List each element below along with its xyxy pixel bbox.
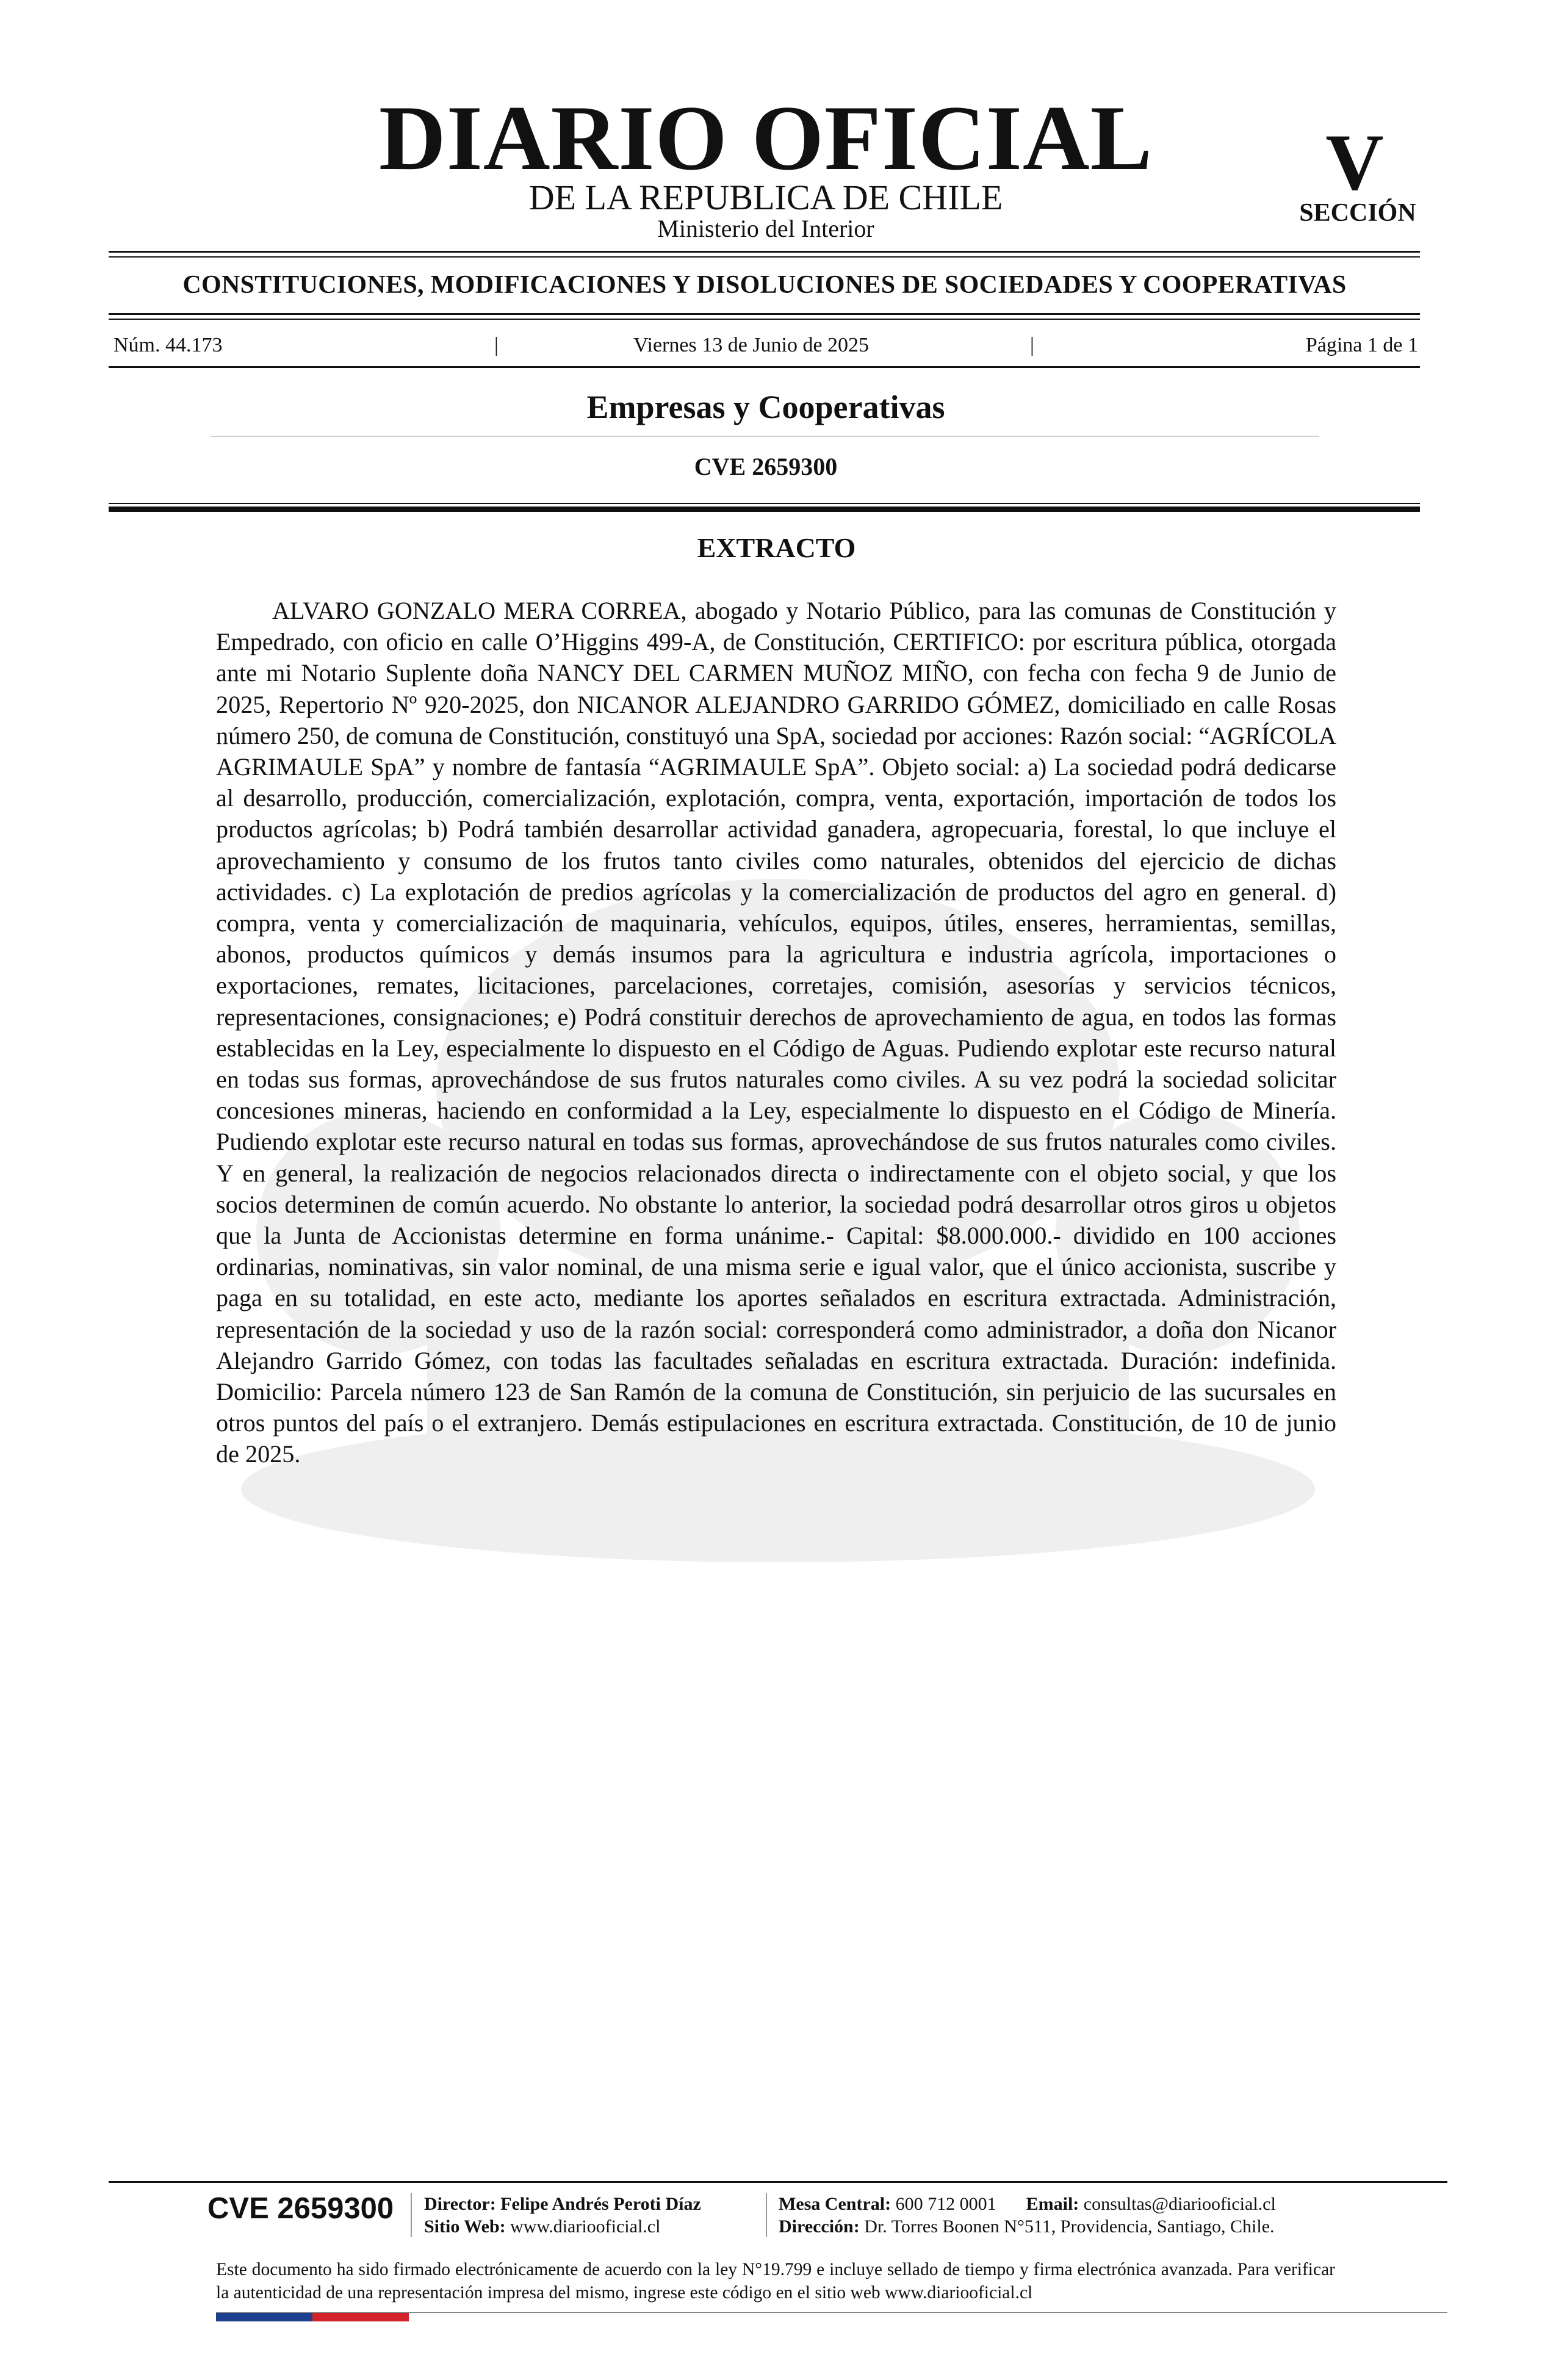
category-rule [109,313,1420,315]
footer-director [424,2195,701,2213]
site-link[interactable]: www.diariooficial.cl [510,2216,661,2237]
section-letter: V [1325,117,1384,207]
issue-rule [109,366,1420,368]
director-label: Director: [424,2194,496,2214]
header-rule-thick [109,507,1420,512]
email-link[interactable]: consultas@diariooficial.cl [1083,2194,1276,2214]
issue-number: Núm. 44.173 [113,334,223,356]
section-title: Empresas y Cooperativas [586,389,945,425]
footer-signature-notice: Este documento ha sido firmado electrónicamente de acuerdo con la ley N°19.799 e incluye sellado de tiempo y firma electrónica avanzada. Para verificar la autenticidad de una representación impresa del mismo, ingrese este código en el sitio web www.diariooficial.cl [216,2260,1335,2302]
document-heading: EXTRACTO [697,532,856,563]
footer-address [779,2218,1275,2236]
footer-divider [766,2193,767,2237]
issue-separator: | [1030,334,1034,356]
masthead-rule [109,251,1420,253]
mesa-label: Mesa Central: [779,2194,891,2214]
document-body: ALVARO GONZALO MERA CORREA, abogado y Notario Público, para las comunas de Constitución y Empedrado, con oficio en calle O’Higgins 499-A, de Constitución, CERTIFICO: por escritura pública, otorgada ante mi Notario Suplente doña NANCY DEL CARMEN MUÑOZ MIÑO, con fecha con fecha 9 de Junio de 2025, Repertorio Nº 920-2025, don NICANOR ALEJANDRO GARRIDO GÓMEZ, domiciliado en calle Rosas número 250, de comuna de Constitución, constituyó una SpA, sociedad por acciones: Razón social: “AGRÍCOLA AGRIMAULE SpA” y nombre de fantasía “AGRIMAULE SpA”. Objeto social: a) La sociedad podrá dedicarse al desarrollo, producción, comercialización, explotación, compra, venta, exportación, importación de todos los productos agrícolas; b) Podrá también desarrollar actividad ganadera, agropecuaria, forestal, lo que incluye el aprovechamiento y consumo de los frutos tanto civiles como naturales, obtenidos del ejercicio de dichas actividades. c) La explotación de predios agrícolas y la comercialización de productos del agro en general. d) compra, venta y comercialización de maquinaria, vehículos, equipos, útiles, enseres, herramientas, semillas, abonos, productos químicos y demás insumos para la agricultura e industria agrícola, importaciones o exportaciones, remates, licitaciones, parcelaciones, corretajes, comisión, asesorías y servicios técnicos, representaciones, consignaciones; e) Podrá constituir derechos de aprovechamiento de agua, en todos las formas establecidas en la Ley, especialmente lo dispuesto en el Código de Aguas. Pudiendo explotar este recurso natural en todas sus formas, aprovechándose de sus frutos naturales como civiles. A su vez podrá la sociedad solicitar concesiones mineras, haciendo en conformidad a la Ley, especialmente lo dispuesto en el Código de Minería. Pudiendo explotar este recurso natural en todas sus formas, aprovechándose de sus frutos naturales como civiles. Y en general, la realización de negocios relacionados directa o indirectamente con el objeto social, y que los socios determinen de común acuerdo. No obstante lo anterior, la sociedad podrá desarrollar otros giros u objetos que la Junta de Accionistas determine en forma unánime.- Capital: $8.000.000.- dividido en 100 acciones ordinarias, nominativas, sin valor nominal, de una misma serie e igual valor, que el único accionista, suscribe y paga en su totalidad, en este acto, mediante los aportes señalados en escritura extractada. Administración, representación de la sociedad y uso de la razón social: corresponderá como administrador, a doña don Nicanor Alejandro Garrido Gómez, con todas las facultades señaladas en escritura extractada. Duración: indefinida. Domicilio: Parcela número 123 de San Ramón de la comuna de Constitución, sin perjuicio de las sucursales en otros puntos del país o el extranjero. Demás estipulaciones en escritura extractada. Constitución, de 10 de junio de 2025. [216,597,1336,1468]
footer-cve-code: CVE 2659300 [207,2192,394,2225]
issue-separator: | [494,334,499,356]
address-value: Dr. Torres Boonen N°511, Providencia, Santiago, Chile. [864,2216,1275,2237]
masthead-subtitle: DE LA REPUBLICA DE CHILE [528,178,1003,217]
masthead-rule-double [109,256,1420,258]
masthead-ministry: Ministerio del Interior [657,215,874,242]
mesa-phone: 600 712 0001 [895,2194,996,2214]
section-title-rule [211,436,1319,437]
footer-divider [411,2193,412,2237]
cve-code: CVE 2659300 [694,453,838,480]
flag-stripe-blue [216,2313,312,2321]
footer-contact [779,2195,1276,2213]
director-name: Felipe Andrés Peroti Díaz [500,2194,701,2214]
section-label: SECCIÓN [1299,199,1416,227]
address-label: Dirección: [779,2216,860,2237]
footer-rule [109,2181,1447,2183]
flag-stripe-red [312,2313,409,2321]
issue-date: Viernes 13 de Junio de 2025 [633,334,870,356]
header-rule [109,503,1420,504]
category-heading: CONSTITUCIONES, MODIFICACIONES Y DISOLUCIONES DE SOCIEDADES Y COOPERATIVAS [182,271,1347,299]
issue-page: Página 1 de 1 [1305,334,1418,356]
footer-website [424,2218,660,2236]
email-label: Email: [1026,2194,1079,2214]
category-rule-double [109,319,1420,320]
site-label: Sitio Web: [424,2216,506,2237]
masthead-title: DIARIO OFICIAL [378,87,1153,189]
